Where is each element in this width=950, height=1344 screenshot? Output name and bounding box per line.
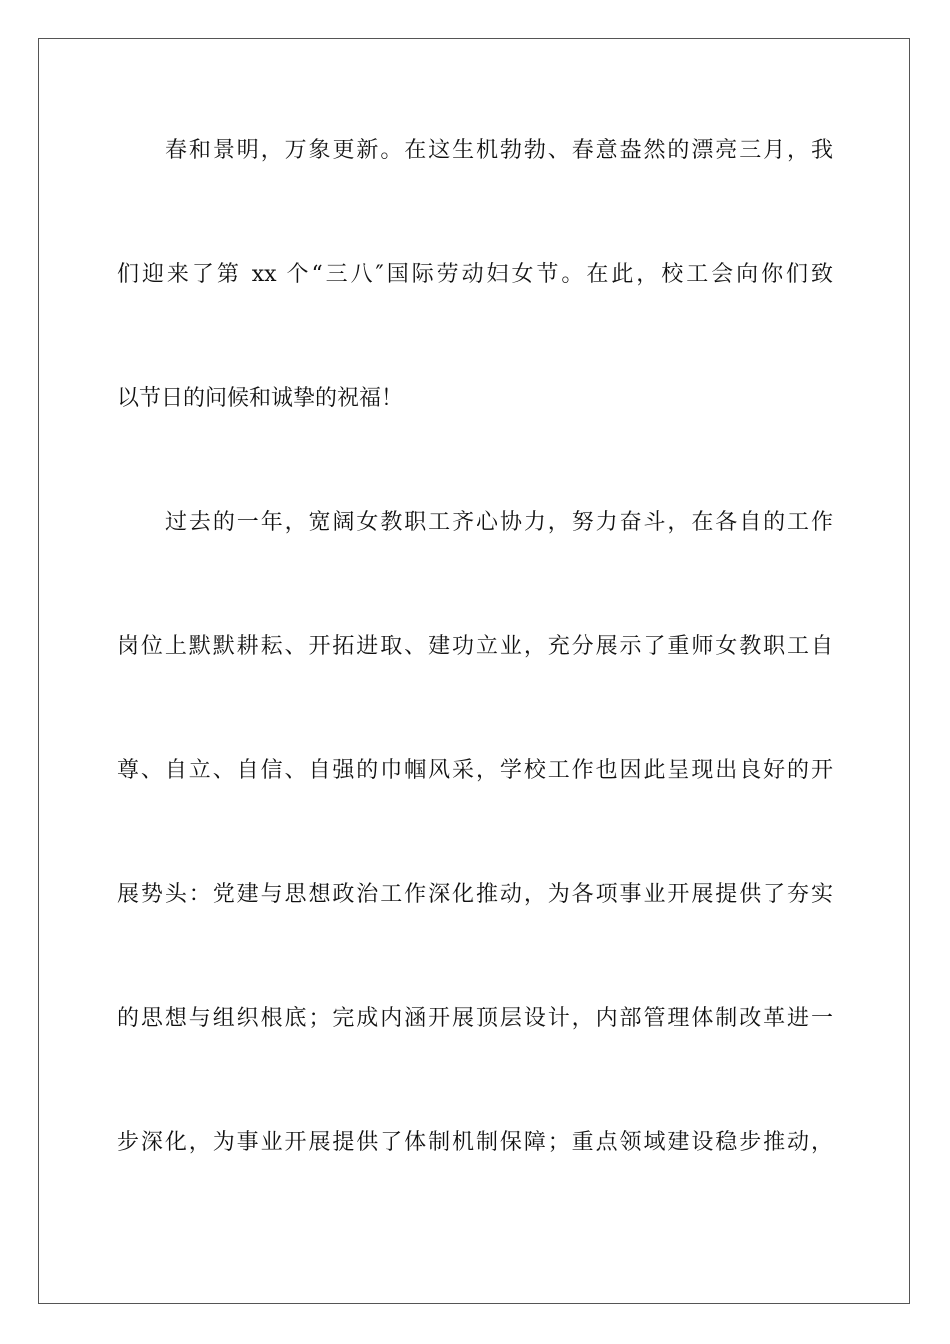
- paragraph-2-line-5: 的思想与组织根底；完成内涵开展顶层设计，内部管理体制改革进一: [117, 1006, 833, 1031]
- paragraph-2-line-1: 过去的一年，宽阔女教职工齐心协力，努力奋斗，在各自的工作: [165, 510, 833, 535]
- paragraph-2-line-2: 岗位上默默耕耘、开拓进取、建功立业，充分展示了重师女教职工自: [117, 634, 833, 659]
- paragraph-1-line-3: 以节日的问候和诚挚的祝福！: [117, 386, 404, 411]
- paragraph-2-line-3: 尊、自立、自信、自强的巾帼风采，学校工作也因此呈现出良好的开: [117, 758, 833, 783]
- paragraph-1-line-1: 春和景明，万象更新。在这生机勃勃、春意盎然的漂亮三月，我: [165, 138, 833, 163]
- paragraph-2-line-6: 步深化，为事业开展提供了体制机制保障；重点领域建设稳步推动，: [117, 1130, 833, 1155]
- paragraph-2-line-4: 展势头：党建与思想政治工作深化推动，为各项事业开展提供了夯实: [117, 882, 833, 907]
- page-border: [38, 38, 910, 1304]
- paragraph-1-line-2: 们迎来了第 xx 个“三八″国际劳动妇女节。在此，校工会向你们致: [117, 262, 833, 287]
